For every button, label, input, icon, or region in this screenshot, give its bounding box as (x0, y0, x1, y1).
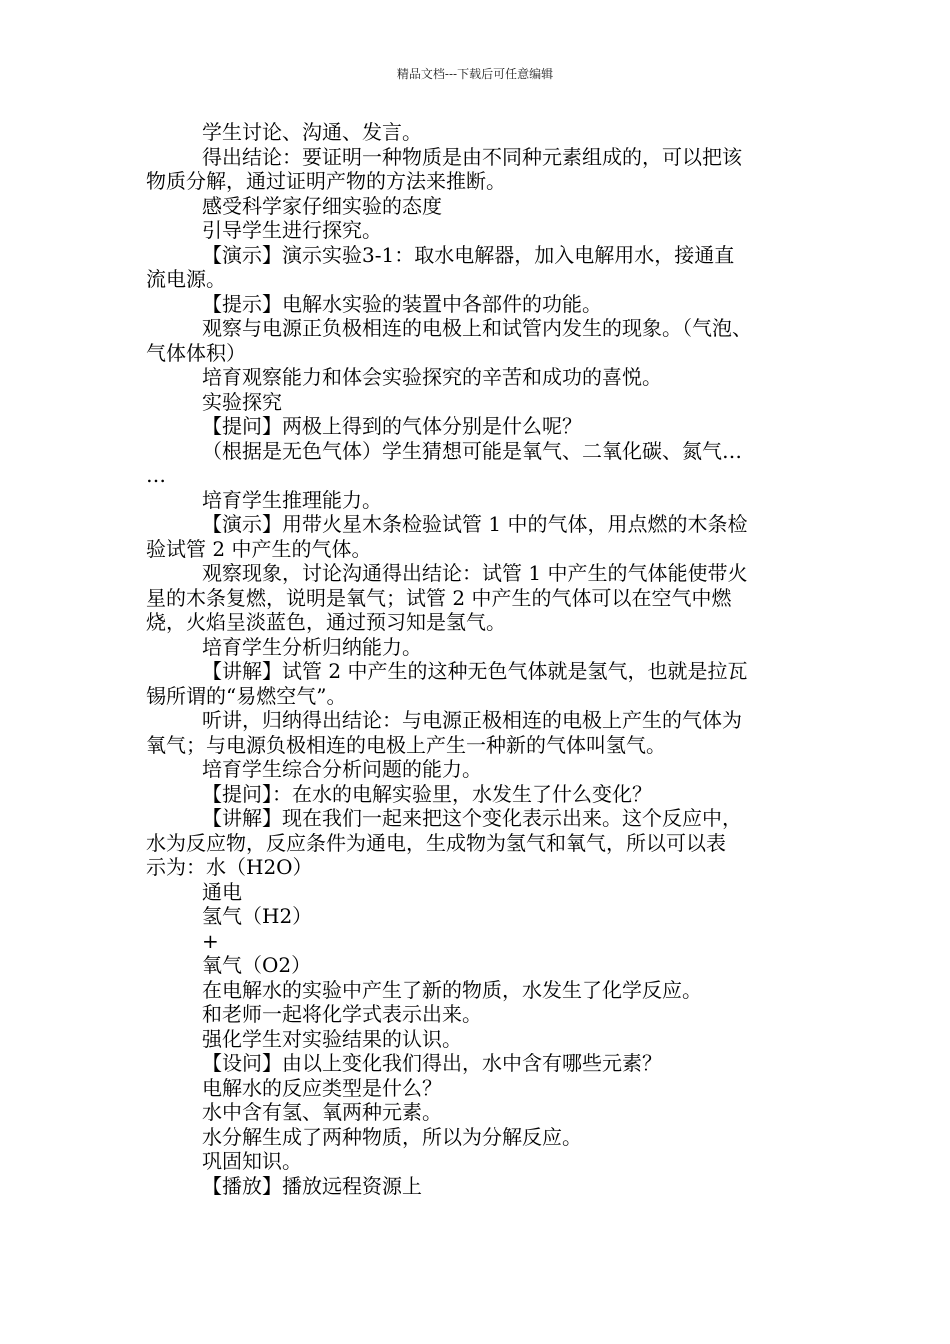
text-line: 电解水的反应类型是什么？ (202, 1075, 442, 1100)
text-line: 锡所谓的“易燃空气”。 (146, 683, 347, 708)
text-line: 示为：水（H2O） (146, 855, 313, 879)
text-line: 听讲，归纳得出结论：与电源正极相连的电极上产生的气体为 (202, 708, 742, 732)
text-line: 氧气；与电源负极相连的电极上产生一种新的气体叫氢气。 (146, 732, 666, 757)
page-header: 精品文档---下载后可任意编辑 (396, 67, 554, 81)
text-line: 水中含有氢、氧两种元素。 (202, 1100, 442, 1124)
text-line: （根据是无色气体）学生猜想可能是氧气、二氧化碳、氮气… (202, 438, 742, 463)
text-line: 物质分解，通过证明产物的方法来推断。 (146, 169, 506, 193)
text-line: 巩固知识。 (202, 1149, 302, 1173)
text-line: 实验探究 (202, 389, 282, 414)
text-line: 培育学生综合分析问题的能力。 (202, 757, 482, 781)
text-line: 感受科学家仔细实验的态度 (202, 193, 442, 218)
text-line: 【播放】播放远程资源上 (202, 1173, 422, 1198)
text-line: 水为反应物，反应条件为通电，生成物为氢气和氧气，所以可以表 (146, 830, 726, 855)
text-line: 和老师一起将化学式表示出来。 (202, 1002, 482, 1026)
text-line: 引导学生进行探究。 (202, 218, 382, 242)
document-body (146, 120, 836, 1198)
text-line: 观察与电源正负极相连的电极上和试管内发生的现象。（气泡、 (202, 316, 752, 340)
text-line: 星的木条复燃，说明是氧气；试管 2 中产生的气体可以在空气中燃 (146, 585, 732, 610)
text-line: 得出结论：要证明一种物质是由不同种元素组成的，可以把该 (202, 144, 742, 169)
text-line: 气体体积） (146, 340, 246, 365)
text-line: 验试管 2 中产生的气体。 (146, 536, 372, 561)
text-line: 【讲解】现在我们一起来把这个变化表示出来。这个反应中， (202, 806, 742, 830)
text-line: 【提问】：在水的电解实验里，水发生了什么变化？ (202, 781, 652, 806)
text-line: 通电 (202, 879, 242, 904)
text-line: 水分解生成了两种物质，所以为分解反应。 (202, 1124, 582, 1149)
text-line: 【设问】由以上变化我们得出，水中含有哪些元素？ (202, 1051, 662, 1075)
text-line: 【演示】演示实验3-1：取水电解器，加入电解用水，接通直 (202, 242, 735, 267)
text-line: 氢气（H2） (202, 904, 313, 928)
text-line: 烧，火焰呈淡蓝色，通过预习知是氢气。 (146, 610, 506, 634)
text-line: 【提问】两极上得到的气体分别是什么呢？ (202, 414, 582, 438)
text-line: + (202, 928, 219, 953)
text-line: 培育学生推理能力。 (202, 487, 382, 512)
text-line: 培育学生分析归纳能力。 (202, 634, 422, 659)
text-line: 流电源。 (146, 267, 226, 291)
text-line: 在电解水的实验中产生了新的物质，水发生了化学反应。 (202, 977, 702, 1002)
text-line: 【提示】电解水实验的装置中各部件的功能。 (202, 291, 602, 316)
text-line: 【演示】用带火星木条检验试管 1 中的气体，用点燃的木条检 (202, 512, 748, 536)
text-line: … (146, 463, 166, 487)
text-line: 学生讨论、沟通、发言。 (202, 120, 422, 144)
text-line: 观察现象，讨论沟通得出结论：试管 1 中产生的气体能使带火 (202, 561, 748, 585)
text-line: 培育观察能力和体会实验探究的辛苦和成功的喜悦。 (202, 365, 662, 389)
text-line: 强化学生对实验结果的认识。 (202, 1026, 462, 1051)
text-line: 氧气（O2） (202, 953, 312, 977)
text-line: 【讲解】试管 2 中产生的这种无色气体就是氢气，也就是拉瓦 (202, 659, 748, 683)
